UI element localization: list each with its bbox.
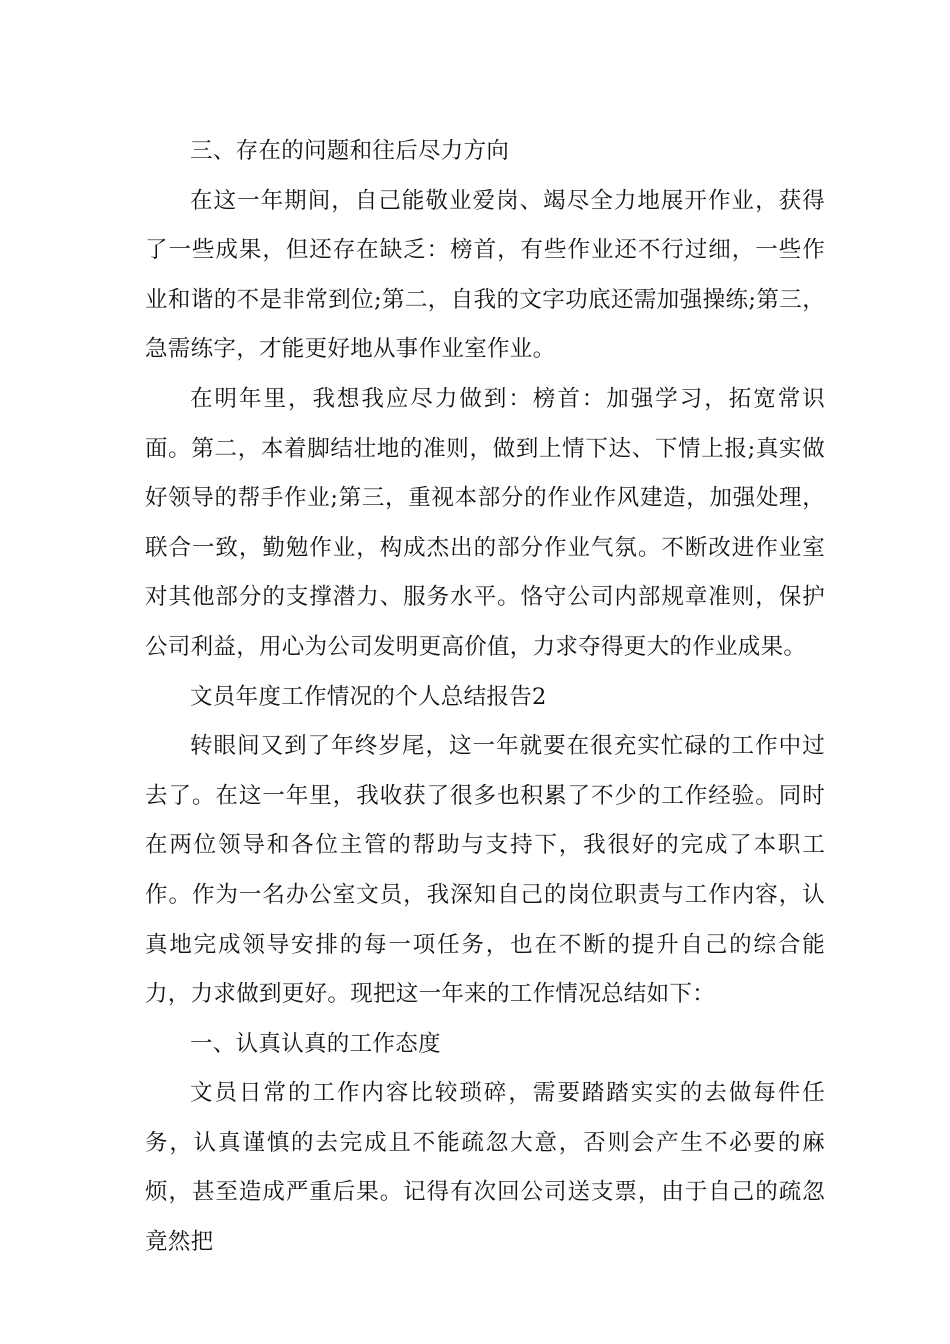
section-heading-attitude: 一、认真认真的工作态度 — [190, 1030, 441, 1057]
report-title-2: 文员年度工作情况的个人总结报告2 — [190, 683, 547, 710]
document-body — [145, 127, 825, 1268]
paragraph-intro: 转眼间又到了年终岁尾，这一年就要在很充实忙碌的工作中过去了。在这一年里，我收获了很多也积累了不少的工作经验。同时在两位领导和各位主管的帮助与支持下，我很好的完成了本职工作。作为一名办公室文员，我深知自己的岗位职责与工作内容，认真地完成领导安排的每一项任务，也在不断的提升自己的综合能力，力求做到更好。现把这一年来的工作情况总结如下： — [145, 733, 825, 1008]
paragraph-daily-work: 文员日常的工作内容比较琐碎，需要踏踏实实的去做每件任务，认真谨慎的去完成且不能疏忽大意，否则会产生不必要的麻烦，甚至造成严重后果。记得有次回公司送支票，由于自己的疏忽竟然把 — [145, 1080, 825, 1256]
paragraph-shortcomings: 在这一年期间，自己能敬业爱岗、竭尽全力地展开作业，获得了一些成果，但还存在缺乏：榜首，有些作业还不行过细，一些作业和谐的不是非常到位;第二，自我的文字功底还需加强操练;第三，急需练字，才能更好地从事作业室作业。 — [145, 187, 825, 363]
section-heading-problems: 三、存在的问题和往后尽力方向 — [190, 138, 510, 164]
paragraph-next-year-plan: 在明年里，我想我应尽力做到：榜首：加强学习，拓宽常识面。第二，本着脚结壮地的准则，做到上情下达、下情上报;真实做好领导的帮手作业;第三，重视本部分的作业作风建造，加强处理，联合一致，勤勉作业，构成杰出的部分作业气氛。不断改进作业室对其他部分的支撑潜力、服务水平。恪守公司内部规章准则，保护公司利益，用心为公司发明更高价值，力求夺得更大的作业成果。 — [145, 385, 825, 660]
